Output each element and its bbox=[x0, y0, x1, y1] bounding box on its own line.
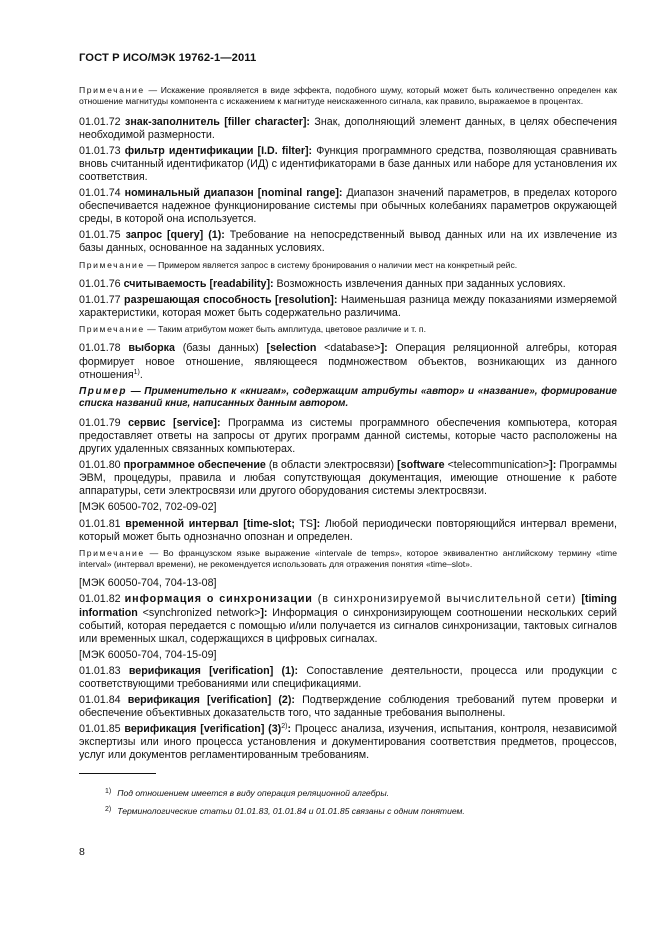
term-entry: 01.01.73 фильтр идентификации [I.D. filter]: Функция программного средства, позволяющая сравнивать вновь считанный идентификатор (ИД) с идентификаторами в базе данных или наборе для установления их соответствия. bbox=[79, 144, 617, 183]
term-entry: 01.01.75 запрос [query] (1): Требование на непосредственный вывод данных или на их извлечение из базы данных, основанное на заданных условиях. bbox=[79, 229, 617, 255]
term-entry: 01.01.77 разрешающая способность [resolution]: Наименьшая разница между показаниями измеряемой характеристики, которая может быть содержательно различима. bbox=[79, 293, 617, 320]
footnote: $^{1)}$ Под отношением имеется в виду операция реляционной алгебры. bbox=[105, 788, 390, 798]
term-entry: 01.01.78 выборка (базы данных) [selection <database>]: Операция реляционной алгебры, которая формирует новое отношение, являющееся подмножеством объектов, возникающих из данного отношения$^{1)}$. bbox=[79, 342, 617, 381]
note: Примечание — Таким атрибутом может быть амплитуда, цветовое различие и т. п. bbox=[79, 324, 426, 335]
term-entry: 01.01.83 верификация [verification] (1): Сопоставление деятельности, процесса или продукции с соответствующими требованиями или спецификациями. bbox=[79, 664, 617, 690]
source-reference: [МЭК 60050-704, 704-13-08] bbox=[79, 577, 217, 590]
source-reference: [МЭК 60050-704, 704-15-09] bbox=[79, 648, 217, 661]
term-entry: 01.01.76 считываемость [readability]: Возможность извлечения данных при заданных условиях. bbox=[79, 277, 566, 290]
note-label: Примечание bbox=[79, 85, 145, 95]
source-reference: [МЭК 60500-702, 702-09-02] bbox=[79, 501, 217, 514]
footnote: $^{2)}$ Терминологические статьи 01.01.83, 01.01.84 и 01.01.85 связаны с одним понятием. bbox=[105, 806, 465, 816]
example: Пример — Применительно к «книгам», содержащим атрибуты «автор» и «название», формирование списка названий книг, написанных данным автором. bbox=[79, 385, 617, 410]
footnote-ref: 2) bbox=[281, 723, 288, 731]
term-entry: 01.01.82 информация о синхронизации (в синхронизируемой вычислительной сети) [timing information <synchronized network>]: Информация о синхронизирующем соотношении нескольких серий событий, которая передается с помощью и/или получается из сигналов синхронизации, тактовых сигналов или временных шкал, содержащихся в цифровых сигналах. bbox=[79, 593, 617, 645]
document-header: ГОСТ Р ИСО/МЭК 19762-1—2011 bbox=[79, 52, 257, 64]
term-entry: 01.01.72 знак-заполнитель [filler character]: Знак, дополняющий элемент данных, в целях обеспечения необходимой размерности. bbox=[79, 115, 617, 141]
term-entry: 01.01.74 номинальный диапазон [nominal range]: Диапазон значений параметров, в пределах которого обеспечивается надежное функционирование системы при обычных колебаниях параметров окружающей среды, в которой она используется. bbox=[79, 187, 617, 226]
note: Примечание — Искажение проявляется в виде эффекта, подобного шуму, который может быть количественно определен как отношение магнитуды компонента с искажением к магнитуде неискаженного сигнала, как правило, выражаемое в процентах. bbox=[79, 85, 617, 107]
note: Примечание — Примером является запрос в систему бронирования о наличии мест на конкретный рейс. bbox=[79, 259, 518, 270]
term-entry: 01.01.80 программное обеспечение (в области электросвязи) [software <telecommunication>]: Программы ЭВМ, процедуры, правила и любая сопутствующая документация, имеющие отношение к работе аппаратуры, сети электросвязи или другого оборудования системы электросвязи. bbox=[79, 459, 617, 498]
note: Примечание — Во французском языке выражение «intervale de temps», которое эквивалентно английскому термину «time interval» (интервал времени), не рекомендуется использовать для отражения понятия «time–slot». bbox=[79, 547, 617, 570]
term-entry: 01.01.85 верификация [verification] $(3)^{2)}$: Процесс анализа, изучения, испытания, контроля, независимой экспертизы или иного процесса установления и документирования соответствия предметов, процессов, услуг или документов регламентированным требованиям. bbox=[79, 723, 617, 762]
document-page bbox=[79, 52, 617, 766]
footnote-ref: 1) bbox=[133, 368, 140, 376]
term-entry: 01.01.81 временной интервал [time-slot; TS]: Любой периодически повторяющийся интервал времени, который может быть однозначно опознан и определен. bbox=[79, 517, 617, 543]
term-entry: 01.01.84 верификация [verification] (2): Подтверждение соблюдения требований путем проверки и обеспечение объективных доказательств того, что заданные требования выполнены. bbox=[79, 694, 617, 720]
footnote-separator bbox=[79, 773, 156, 774]
example-label: Пример bbox=[79, 385, 128, 397]
page-number: 8 bbox=[79, 846, 85, 858]
term-entry: 01.01.79 сервис [service]: Программа из системы программного обеспечения компьютера, которая предоставляет ответы на запросы от других программ данной системы, которые часто расположены на других удаленных связанных компьютерах. bbox=[79, 416, 617, 456]
